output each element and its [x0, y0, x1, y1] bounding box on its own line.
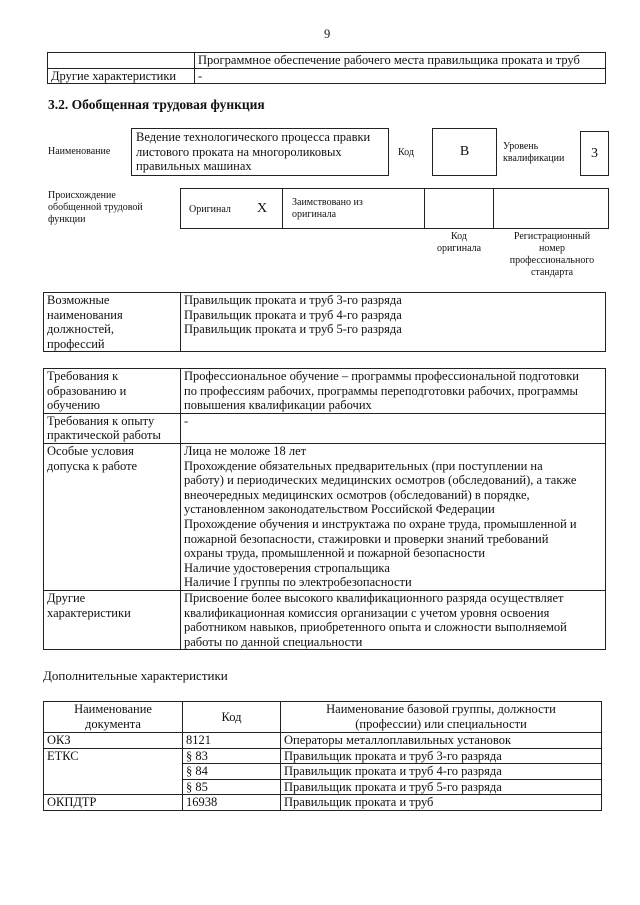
origin-box — [180, 188, 609, 229]
label-line: Другие — [47, 590, 86, 605]
positions-label-line: профессий — [47, 336, 105, 351]
experience-label — [44, 413, 181, 443]
label-line: Особые условия — [47, 443, 134, 458]
code-label: Код — [398, 147, 414, 158]
text-line: охраны труда, промышленной и пожарной безопасности — [184, 546, 486, 561]
text-line: Профессиональное обучение – программы профессиональной подготовки — [184, 369, 579, 383]
education-text — [181, 369, 606, 414]
level-label — [503, 141, 564, 165]
label-line: Требования к опыту — [47, 413, 155, 428]
origin-label-line: Происхождение — [48, 190, 116, 201]
header-code: Код — [183, 702, 281, 733]
text-line: работником навыков, приобретенного опыта и сложности выполняемой — [184, 620, 567, 635]
borrowed-label — [292, 197, 363, 221]
table-row — [44, 795, 602, 811]
caption-line: номер — [539, 243, 565, 254]
page-number: 9 — [324, 27, 331, 41]
text-line: пожарной безопасности, стажировки и проверки знаний требований — [184, 531, 549, 546]
row-doc: ОКПДТР — [44, 795, 183, 811]
positions-label-line: должностей, — [47, 322, 114, 337]
row-name: Правильщик проката и труб 4-го разряда — [281, 764, 602, 780]
table-row — [44, 748, 602, 764]
text-line: повышения квалификации рабочих — [184, 398, 372, 413]
caption-line: стандарта — [530, 267, 574, 278]
positions-label — [44, 293, 181, 352]
additional-table — [43, 701, 602, 811]
row-doc: ЕТКС — [44, 748, 183, 795]
label-line: Требования к — [47, 369, 119, 383]
text-line: Наличие I группы по электробезопасности — [184, 575, 412, 590]
caption-line: Регистрационный — [513, 231, 591, 242]
borrowed-line: оригинала — [292, 209, 337, 220]
code-value: B — [432, 128, 497, 176]
requirements-table — [43, 368, 606, 650]
position-item: Правильщик проката и труб 5-го разряда — [184, 322, 402, 337]
positions-list — [181, 293, 606, 352]
text-line: установленном законодательством Российской Федерации — [184, 502, 495, 517]
other-characteristics-label: Другие характеристики — [48, 68, 195, 84]
label-line: образованию и — [47, 383, 127, 398]
additional-title: Дополнительные характеристики — [43, 668, 228, 683]
position-item: Правильщик проката и труб 4-го разряда — [184, 307, 402, 322]
divider — [282, 189, 283, 228]
header-name — [281, 702, 602, 733]
otf-name-box — [131, 128, 389, 176]
row-doc: ОКЗ — [44, 733, 183, 749]
positions-label-line: наименования — [47, 307, 123, 322]
original-mark: X — [257, 201, 268, 216]
row-name: Операторы металлоплавильных установок — [281, 733, 602, 749]
text-line: Присвоение более высокого квалификационного разряда осуществляет — [184, 590, 564, 605]
row-code: 8121 — [183, 733, 281, 749]
origin-label-line: обобщенной трудовой — [48, 202, 143, 213]
row-code: § 85 — [183, 779, 281, 795]
text-line: работы по данной специальности — [184, 634, 363, 649]
header-doc — [44, 702, 183, 733]
header-line: (профессии) или специальности — [355, 717, 527, 731]
conditions-label — [44, 443, 181, 590]
other-label — [44, 590, 181, 649]
label-line: допуска к работе — [47, 458, 138, 473]
otf-name-line: Ведение технологического процесса правки — [136, 130, 371, 144]
divider — [493, 189, 494, 228]
code-original-caption — [431, 231, 487, 255]
experience-text: - — [181, 413, 606, 443]
text-line: квалификационная комиссия организации с учетом уровня освоения — [184, 605, 550, 620]
row-code: 16938 — [183, 795, 281, 811]
origin-label — [48, 190, 143, 226]
text-line: Прохождение обучения и инструктажа по охране труда, промышленной и — [184, 516, 577, 531]
level-value: 3 — [580, 131, 609, 176]
table-row — [44, 733, 602, 749]
name-label: Наименование — [48, 146, 111, 157]
text-line: внеочередных медицинских осмотров (обследований) в порядке, — [184, 487, 530, 502]
label-line: характеристики — [47, 605, 131, 620]
other-characteristics-value: - — [195, 68, 606, 84]
origin-label-line: функции — [48, 214, 86, 225]
position-item: Правильщик проката и труб 3-го разряда — [184, 293, 402, 307]
conditions-text — [181, 443, 606, 590]
row-name: Правильщик проката и труб 5-го разряда — [281, 779, 602, 795]
text-line: по профессиям рабочих, программы переподготовки рабочих, программы — [184, 383, 578, 398]
label-line: обучению — [47, 398, 100, 413]
otf-name-line: правильных машинах — [136, 159, 252, 174]
caption-line: Код — [451, 231, 467, 242]
caption-line: профессионального — [509, 255, 595, 266]
positions-table — [43, 292, 606, 352]
level-label-line: Уровень — [503, 141, 539, 152]
text-line: Наличие удостоверения стропальщика — [184, 560, 390, 575]
text-line: работу) и периодических медицинских осмотров (обследований), а также — [184, 473, 577, 488]
positions-label-line: Возможные — [47, 293, 110, 307]
original-label: Оригинал — [189, 204, 231, 215]
education-label — [44, 369, 181, 414]
row-code: § 84 — [183, 764, 281, 780]
reg-number-caption — [494, 231, 610, 279]
row-code: § 83 — [183, 748, 281, 764]
borrowed-line: Заимствовано из — [292, 197, 363, 208]
text-line: Лица не моложе 18 лет — [184, 443, 307, 458]
header-line: Наименование базовой группы, должности — [326, 702, 556, 717]
section-title: 3.2. Обобщенная трудовая функция — [48, 97, 265, 112]
label-line: практической работы — [47, 428, 161, 443]
divider — [424, 189, 425, 228]
level-label-line: квалификации — [503, 153, 565, 164]
row-name: Правильщик проката и труб — [281, 795, 602, 811]
software-cell: Программное обеспечение рабочего места правильщика проката и труб — [195, 53, 606, 69]
otf-name-line: листового проката на многороликовых — [136, 144, 342, 159]
header-line: Наименование — [74, 702, 152, 717]
top-table — [47, 52, 606, 84]
caption-line: оригинала — [436, 243, 482, 254]
other-text — [181, 590, 606, 649]
header-line: документа — [85, 717, 141, 731]
text-line: Прохождение обязательных предварительных (при поступлении на — [184, 458, 543, 473]
row-name: Правильщик проката и труб 3-го разряда — [281, 748, 602, 764]
